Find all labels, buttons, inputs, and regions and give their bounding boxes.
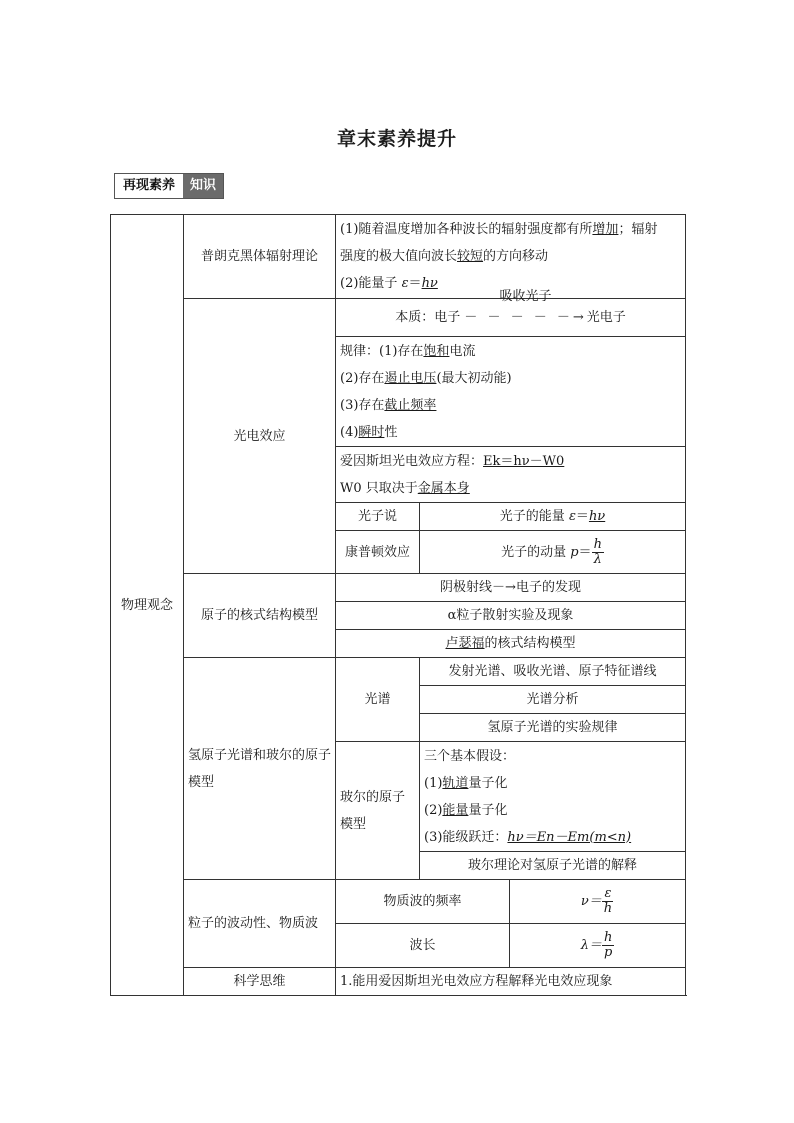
category-physics: 物理观念 (111, 215, 184, 996)
compton-momentum: 光子的动量 p＝ $\frac{h}{\lambda}$ (420, 531, 686, 574)
topic-planck: 普朗克黑体辐射理论 (184, 215, 336, 299)
compton-label: 康普顿效应 (336, 531, 420, 574)
bohr-postulates: 三个基本假设： (1)轨道量子化 (2)能量量子化 (3)能级跃迁：hν＝En－Em(m<n) (420, 742, 686, 852)
spectrum-row-3: 氢原子光谱的实验规律 (420, 714, 686, 742)
nucleus-row-2: α粒子散射实验及现象 (336, 602, 686, 630)
photon-energy: 光子的能量 ε＝hν (420, 503, 686, 531)
section-tag (114, 173, 224, 199)
section-tag-main: 再现素养 (115, 174, 183, 198)
matter-wave-length-formula: λ＝ $\frac{h}{p}$ (510, 924, 686, 968)
matter-wave-frequency-formula: ν＝ $\frac{\varepsilon}{h}$ (510, 880, 686, 924)
thinking-item-1: 1.能用爱因斯坦光电效应方程解释光电效应现象 (336, 968, 686, 996)
category-thinking: 科学思维 (184, 968, 336, 996)
section-tag-sub: 知识 (183, 174, 223, 198)
topic-matter-wave: 粒子的波动性、物质波 (184, 880, 336, 968)
photo-essence: 本质：电子 吸收光子 － － － － －→光电子 (336, 299, 686, 337)
knowledge-table (110, 214, 686, 996)
photo-rules: 规律：(1)存在饱和电流 (2)存在遏止电压(最大初动能) (3)存在截止频率 (4)瞬时性 (336, 337, 686, 447)
spectrum-row-1: 发射光谱、吸收光谱、原子特征谱线 (420, 658, 686, 686)
page-title: 章末素养提升 (336, 128, 457, 150)
topic-hydrogen-bohr: 氢原子光谱和玻尔的原子模型 (184, 658, 336, 880)
photo-equation: 爱因斯坦光电效应方程：Ek＝hν－W0 W0 只取决于金属本身 (336, 447, 686, 503)
nucleus-row-1: 阴极射线－→电子的发现 (336, 574, 686, 602)
bohr-model-label: 玻尔的原子模型 (336, 742, 420, 880)
spectrum-label: 光谱 (336, 658, 420, 742)
planck-content: (1)随着温度增加各种波长的辐射强度都有所增加；辐射 强度的极大值向波长较短的方向移动 (2)能量子 ε＝hν (336, 215, 686, 299)
photon-theory-label: 光子说 (336, 503, 420, 531)
spectrum-row-2: 光谱分析 (420, 686, 686, 714)
bohr-row-explanation: 玻尔理论对氢原子光谱的解释 (420, 852, 686, 880)
topic-photoelectric: 光电效应 (184, 299, 336, 574)
nucleus-row-3: 卢瑟福的核式结构模型 (336, 630, 686, 658)
matter-wave-frequency-label: 物质波的频率 (336, 880, 510, 924)
matter-wave-length-label: 波长 (336, 924, 510, 968)
topic-nucleus-model: 原子的核式结构模型 (184, 574, 336, 658)
